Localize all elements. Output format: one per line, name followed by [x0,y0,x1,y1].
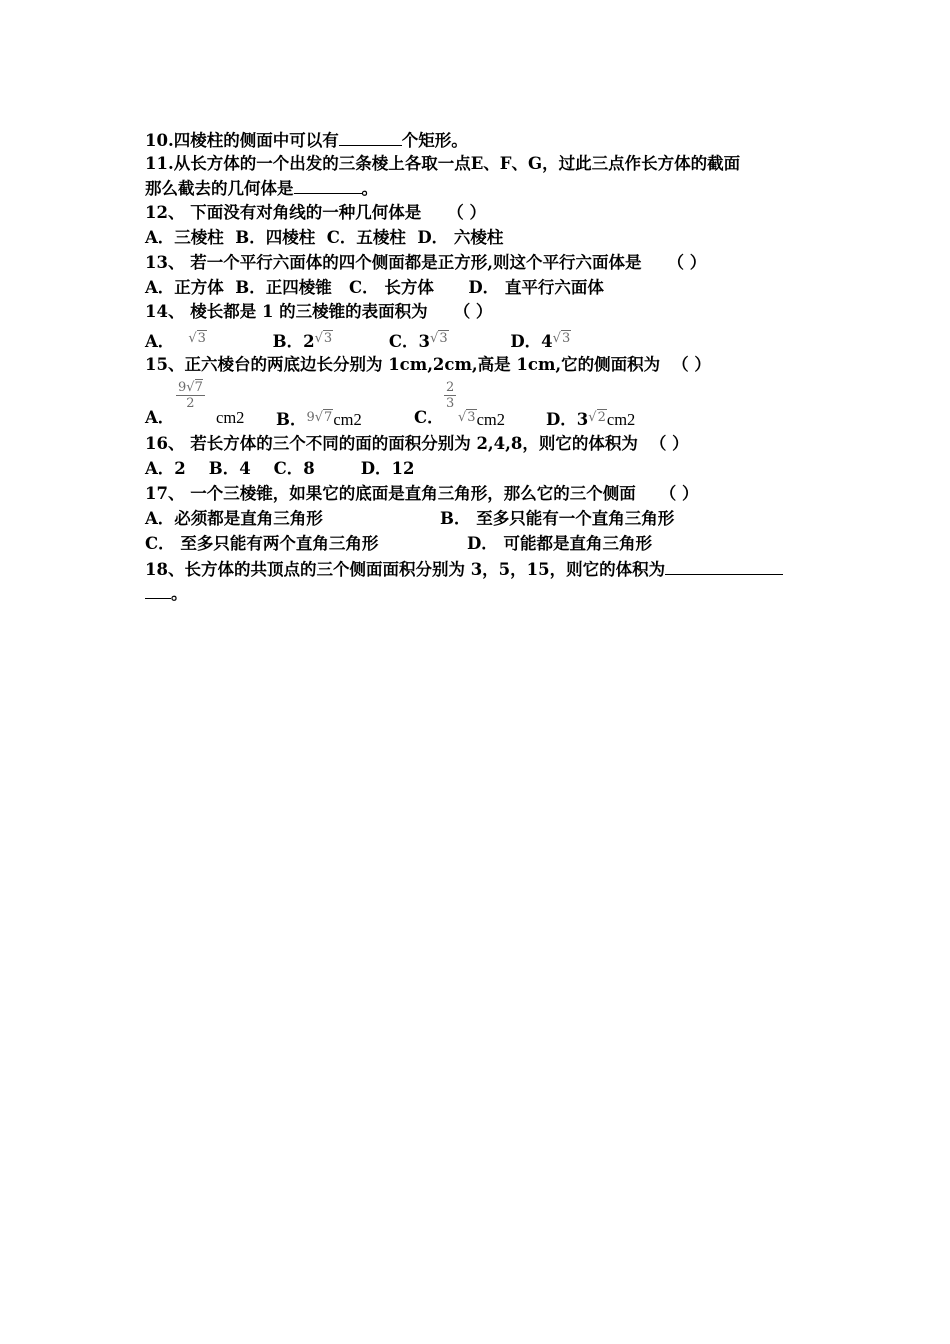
q14-paren: （ ） [453,302,493,321]
question-10 [145,129,468,152]
q14-stem: 14、 棱长都是 1 的三棱锥的表面积为 [145,302,428,321]
q10-text: 10.四棱柱的侧面中可以有 [145,131,339,150]
q15-c-rest: √3cm2 [458,407,505,431]
q14-option-c: C．3 [388,332,431,351]
sqrt-icon: √3 [552,331,571,346]
q17-stem: 17、 一个三棱锥，如果它的底面是直角三角形，那么它的三个侧面 [145,484,636,503]
q15-option-a: A． [145,408,175,427]
q15-a-fraction: $\frac{9√7}{2}$ [178,380,203,411]
q17-option-c: C． 至多只能有两个直角三角形 [145,534,379,553]
q10-blank [339,129,402,146]
q15-option-c: C． [414,408,444,427]
q13-paren: （ ） [667,253,707,272]
question-12 [145,202,486,224]
q12-paren: （ ） [447,203,486,222]
q15-option-b-wrap: B．9√7cm2 [276,407,362,431]
question-11-line2 [145,177,378,200]
question-17-options-cd [145,533,378,555]
q13-options: A．正方体 B．正四棱锥 C． 长方体 D． 直平行六面体 [145,278,604,297]
q16-options: A．2 B．4 C．8 D．12 [145,459,415,478]
sqrt-icon: √3 [188,331,206,346]
q18-tail: 。 [171,584,188,603]
question-15 [145,354,711,376]
q11-text-1: 11.从长方体的一个出发的三条棱上各取一点E、F、G，过此三点作长方体的截面 [145,154,741,173]
q10-tail: 个矩形。 [401,131,468,150]
q12-options: A．三棱柱 B．四棱柱 C．五棱柱 D． 六棱柱 [145,228,504,247]
q14-option-d: D．4 [510,332,553,351]
question-17-options-ab [145,508,323,530]
q15-a-unit: cm2 [216,408,245,427]
question-18 [145,558,783,581]
question-17-option-d-wrap [467,533,652,555]
q16-paren: （ ） [649,434,689,453]
q15-option-d-wrap: D．3√2cm2 [546,407,635,431]
q11-tail: 。 [361,179,378,198]
q14-option-b: B．2 [272,332,315,351]
q17-option-d: D． 可能都是直角三角形 [467,534,653,553]
q17-option-b: B． 至多只能有一个直角三角形 [440,509,675,528]
question-16 [145,433,689,455]
q11-blank [294,177,362,194]
question-14 [145,301,492,323]
sqrt-icon: √2 [588,410,606,425]
sqrt-icon: √3 [430,331,448,346]
q17-option-a: A．必须都是直角三角形 [145,509,323,528]
question-17 [145,483,698,505]
question-18-line2 [145,582,188,605]
sqrt-icon: √3 [458,410,476,425]
q18-blank-cont [145,582,171,599]
q15-paren: （ ） [672,355,711,374]
q13-stem: 13、 若一个平行六面体的四个侧面都是正方形,则这个平行六面体是 [145,253,642,272]
question-12-options [145,227,503,249]
sqrt-icon: 9√7 [306,410,333,425]
q18-blank [665,558,783,575]
q18-stem: 18、长方体的共顶点的三个侧面面积分别为 3，5，15，则它的体积为 [145,560,666,579]
q14-option-a: A． [145,332,175,351]
question-17-option-b-wrap [440,508,674,530]
question-14-options [145,328,571,353]
q15-c-fraction: $\frac{2}{3}$ [446,380,455,411]
question-16-options [145,458,415,480]
q15-option-c-wrap [414,407,444,429]
question-13 [145,252,706,274]
question-11-line1 [145,153,740,175]
q15-option-b: B． [276,410,307,429]
q15-option-d: D．3 [546,410,589,429]
q12-stem: 12、 下面没有对角线的一种几何体是 [145,203,422,222]
question-13-options [145,277,604,299]
sqrt-icon: √3 [314,331,333,346]
q11-text-2: 那么截去的几何体是 [145,179,294,198]
q16-stem: 16、 若长方体的三个不同的面的面积分别为 2,4,8，则它的体积为 [145,434,638,453]
q17-paren: （ ） [659,484,699,503]
q15-stem: 15、正六棱台的两底边长分别为 1cm,2cm,高是 1cm,它的侧面积为 [145,355,661,374]
